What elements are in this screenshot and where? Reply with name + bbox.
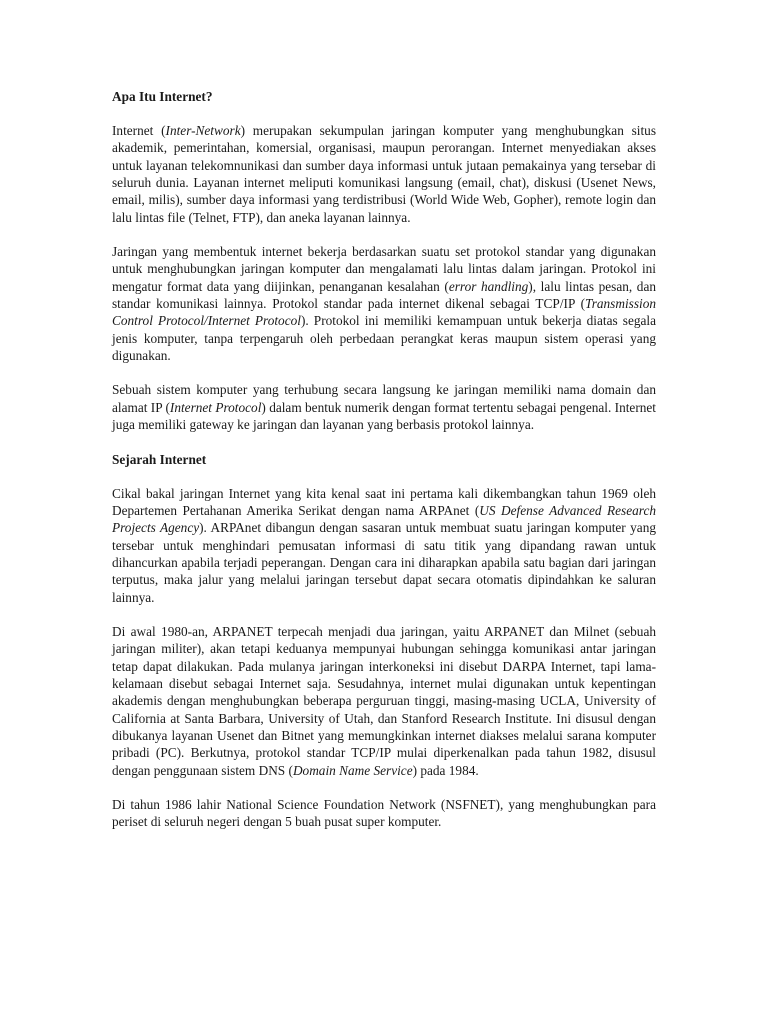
text-run: Jaringan yang membentuk internet bekerja berdasarkan suatu set protokol standar yang digunakan untuk menghubungkan jaringan komputer dan mengalamati lalu lintas dalam jaringan. Protokol ini mengatur format data yang diijinkan, penanganan kesalahan ( xyxy=(112,244,656,294)
italic-term: Inter-Network xyxy=(165,123,241,138)
text-run: ). ARPAnet dibangun dengan sasaran untuk membuat suatu jaringan komputer yang tersebar untuk menghindari pemusatan informasi di satu titik yang dipandang rawan untuk dihancurkan apabila terjadi peperangan. Dengan cara ini diharapkan apabila satu bagian dari jaringan terputus, maka jalur yang melalui jaringan tersebut dapat secara otomatis dipindahkan ke saluran lainnya. xyxy=(112,520,656,605)
italic-term: US Defense Advanced Research Projects Agency xyxy=(112,502,656,536)
text-run: ) merupakan sekumpulan jaringan komputer yang menghubungkan situs akademik, pemerintahan, komersial, organisasi, maupun perorangan. Internet menyediakan akses untuk layanan telekomnunikasi dan sumber daya informasi untuk jutaan pemakainya yang tersebar di seluruh dunia. Layanan internet meliputi komunikasi langsung (email, chat), diskusi (Usenet News, email, milis), sumber daya informasi yang terdistribusi (World Wide Web, Gopher), remote login dan lalu lintas file (Telnet, FTP), dan aneka layanan lainnya. xyxy=(112,123,656,225)
text-run: ), lalu lintas pesan, dan standar komunikasi lainnya. Protokol standar pada internet dikenal sebagai TCP/IP ( xyxy=(112,278,657,312)
italic-term: Internet Protocol xyxy=(169,399,262,415)
text-run: Di awal 1980-an, ARPANET terpecah menjadi dua jaringan, yaitu ARPANET dan Milnet (sebuah jaringan militer), akan tetapi keduanya mempunyai hubungan sehingga komunikasi antar jaringan tetap dapat dilakukan. Pada mulanya jaringan interkoneksi ini disebut DARPA Internet, tapi lama-kelamaan disebut sebagai Internet saja. Sesudahnya, internet mulai digunakan untuk kepentingan akademis dengan menghubungkan beberapa perguruan tinggi, masing-masing UCLA, University of California at Santa Barbara, University of Utah, dan Stanford Research Institute. Ini disusul dengan dibukanya layanan Usenet dan Bitnet yang memungkinkan internet diakses melalui sarana komputer pribadi (PC). Berkutnya, protokol standar TCP/IP mulai diperkenalkan pada tahun 1982, disusul dengan penggunaan sistem DNS ( xyxy=(112,623,656,778)
paragraph-1980s xyxy=(112,623,656,779)
paragraph-domain-ip xyxy=(112,381,656,433)
text-run: ) dalam bentuk numerik dengan format tertentu sebagai pengenal. Internet juga memiliki gateway ke jaringan dan layanan yang berbasis protokol lainnya. xyxy=(112,399,656,433)
paragraph-arpanet xyxy=(112,485,656,606)
text-run: ). Protokol ini memiliki kemampuan untuk bekerja diatas segala jenis komputer, tanpa terpengaruh oleh perbedaan perangkat keras maupun sistem operasi yang digunakan. xyxy=(112,313,656,364)
heading-sejarah-internet: Sejarah Internet xyxy=(112,451,207,467)
heading-apa-itu-internet: Apa Itu Internet? xyxy=(112,89,213,104)
paragraph-protocol xyxy=(112,243,656,364)
paragraph-nsfnet xyxy=(112,796,656,831)
text-run: Cikal bakal jaringan Internet yang kita kenal saat ini pertama kali dikembangkan tahun 1969 oleh Departemen Pertahanan Amerika Serikat dengan nama ARPAnet ( xyxy=(112,485,656,518)
text-run: Sebuah sistem komputer yang terhubung secara langsung ke jaringan memiliki nama domain dan alamat IP ( xyxy=(112,382,656,415)
text-run: Internet ( xyxy=(112,123,166,138)
paragraph-definition xyxy=(112,122,656,226)
italic-term: Transmission Control Protocol/Internet Protocol xyxy=(112,296,656,329)
italic-term: Domain Name Service xyxy=(292,762,413,778)
text-run: Di tahun 1986 lahir National Science Foundation Network (NSFNET), yang menghubungkan para periset di seluruh negeri dengan 5 buah pusat super komputer. xyxy=(112,797,656,830)
italic-term: error handling xyxy=(448,278,529,294)
text-run: ) pada 1984. xyxy=(412,762,479,778)
